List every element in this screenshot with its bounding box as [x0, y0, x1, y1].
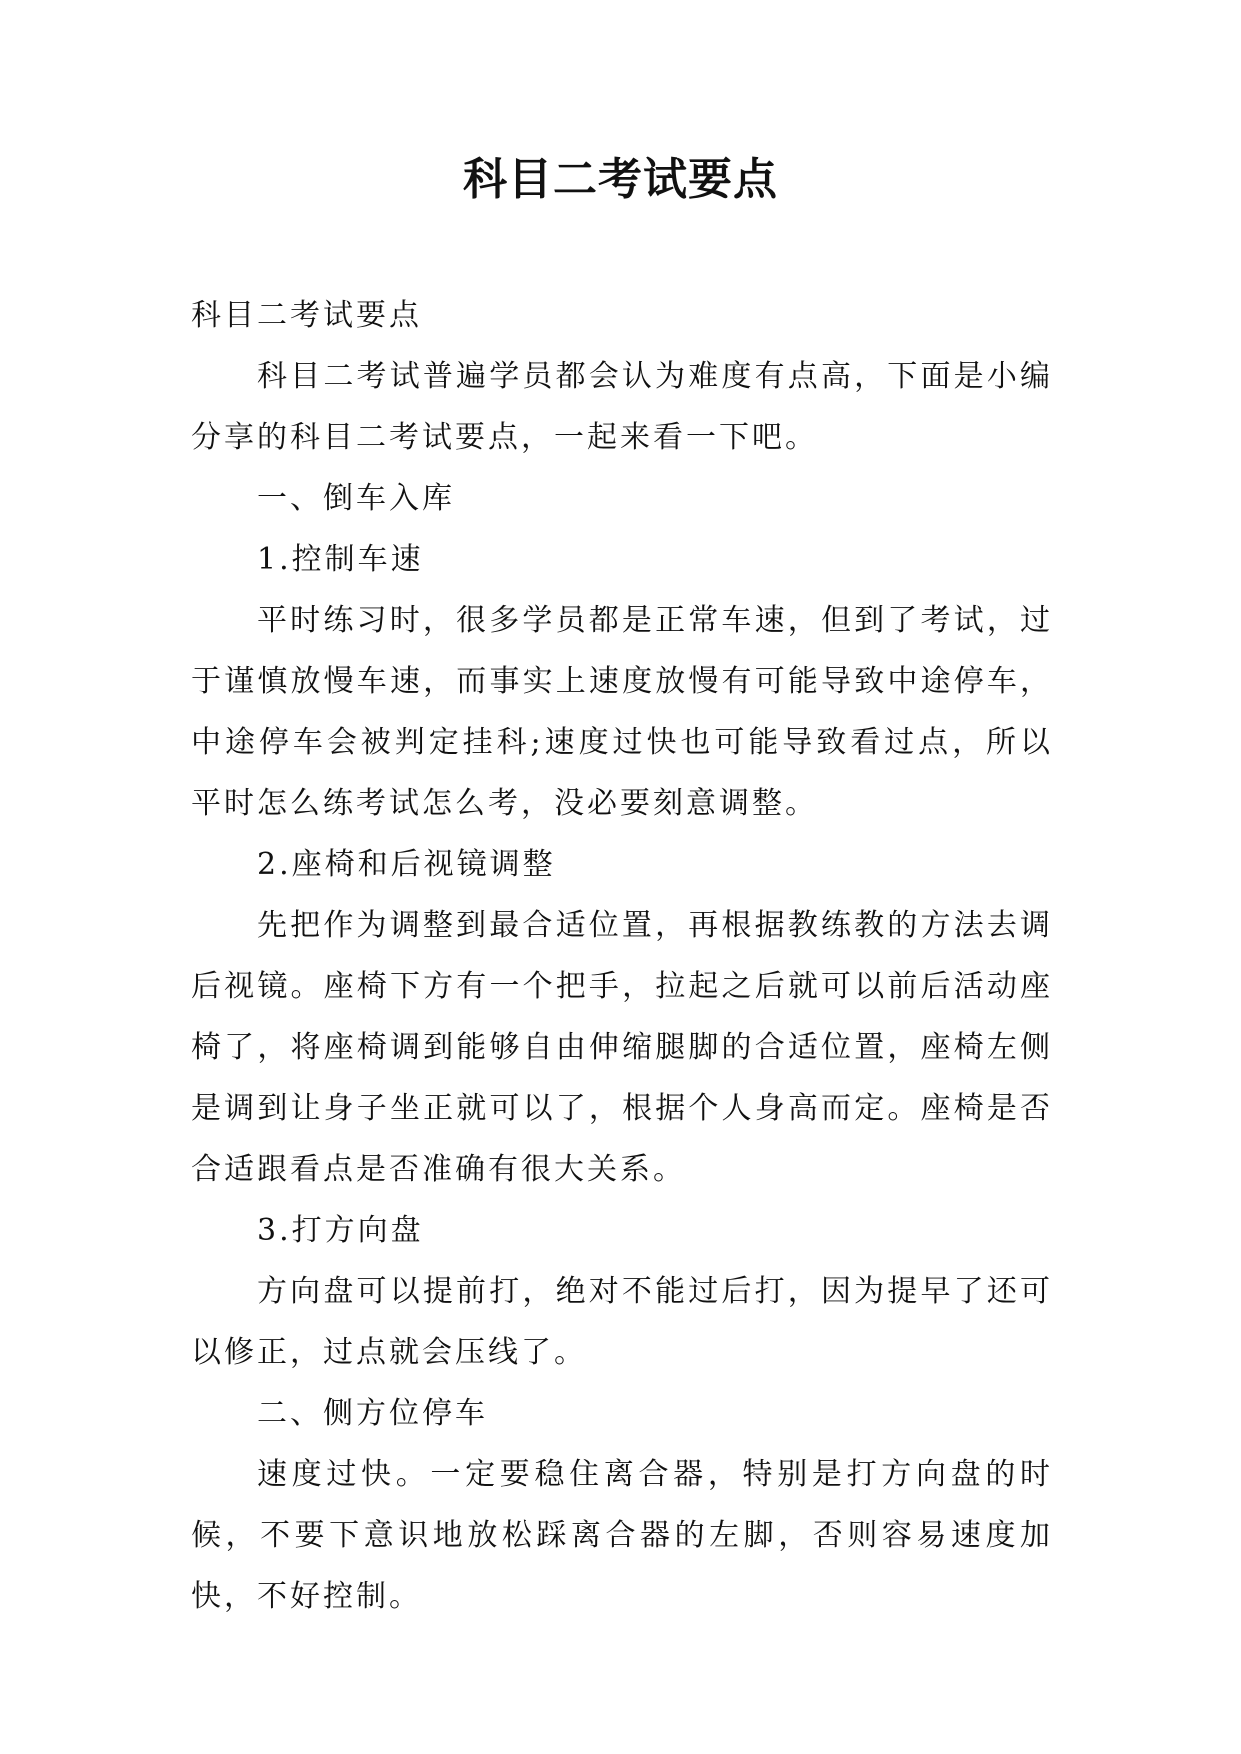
subheading-seat-mirror: 2.座椅和后视镜调整	[257, 847, 556, 882]
document-title: 科目二考试要点	[463, 154, 778, 205]
paragraph-subtitle: 科目二考试要点	[191, 298, 422, 333]
paragraph-parallel-parking: 速度过快。一定要稳住离合器，特别是打方向盘的时候，不要下意识地放松踩离合器的左脚，否则容易速度加快，不好控制。	[191, 1457, 1053, 1614]
paragraph-steering: 方向盘可以提前打，绝对不能过后打，因为提早了还可以修正，过点就会压线了。	[191, 1274, 1053, 1370]
section-heading-parallel-parking: 二、侧方位停车	[257, 1396, 488, 1431]
subheading-speed-control: 1.控制车速	[257, 542, 424, 577]
paragraph-seat-mirror: 先把作为调整到最合适位置，再根据教练教的方法去调后视镜。座椅下方有一个把手，拉起之后就可以前后活动座椅了，将座椅调到能够自由伸缩腿脚的合适位置，座椅左侧是调到让身子坐正就可以了，根据个人身高而定。座椅是否合适跟看点是否准确有很大关系。	[191, 908, 1053, 1187]
document-body	[191, 285, 1053, 1627]
paragraph-intro: 科目二考试普遍学员都会认为难度有点高，下面是小编分享的科目二考试要点，一起来看一下吧。	[191, 359, 1053, 455]
subheading-steering: 3.打方向盘	[257, 1213, 424, 1248]
section-heading-reverse-parking: 一、倒车入库	[257, 481, 455, 516]
paragraph-speed-control: 平时练习时，很多学员都是正常车速，但到了考试，过于谨慎放慢车速，而事实上速度放慢有可能导致中途停车，中途停车会被判定挂科;速度过快也可能导致看过点，所以平时怎么练考试怎么考，没必要刻意调整。	[191, 603, 1053, 821]
